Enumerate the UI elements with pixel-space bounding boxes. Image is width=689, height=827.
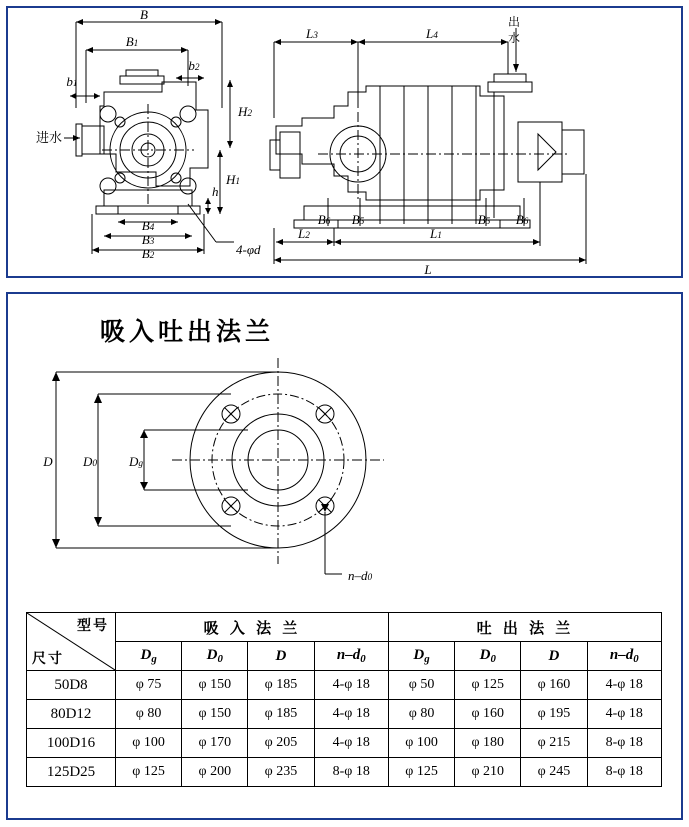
row-cell: φ 170 bbox=[182, 729, 248, 758]
hole-callout: n–d0 bbox=[348, 568, 373, 583]
row-model: 80D12 bbox=[27, 700, 116, 729]
row-cell: 4-φ 18 bbox=[314, 729, 388, 758]
table-subhdr-discharge-dg: $D_g$ bbox=[388, 642, 454, 671]
dim-label-B: B bbox=[140, 8, 148, 22]
dim-label-b1: b1 bbox=[66, 74, 78, 89]
row-cell: φ 180 bbox=[455, 729, 521, 758]
pump-outline-svg bbox=[8, 8, 681, 276]
row-cell: φ 150 bbox=[182, 700, 248, 729]
table-group-suction: 吸 入 法 兰 bbox=[116, 613, 389, 642]
outlet-label-line2: 水 bbox=[508, 31, 521, 45]
table-row bbox=[27, 729, 662, 758]
row-cell: φ 245 bbox=[521, 758, 587, 787]
table-header-row-2 bbox=[27, 642, 662, 671]
table-subhdr-suction-d: D bbox=[248, 642, 314, 671]
table-subhdr-suction-d0: $D_0$ bbox=[182, 642, 248, 671]
table-subhdr-discharge-d0: $D_0$ bbox=[455, 642, 521, 671]
row-cell: φ 210 bbox=[455, 758, 521, 787]
table-row bbox=[27, 671, 662, 700]
flange-spec-table bbox=[26, 612, 662, 787]
row-cell: φ 125 bbox=[116, 758, 182, 787]
row-model: 125D25 bbox=[27, 758, 116, 787]
row-cell: φ 195 bbox=[521, 700, 587, 729]
outlet-label-line1: 出 bbox=[508, 15, 521, 29]
row-cell: 8-φ 18 bbox=[587, 729, 661, 758]
row-cell: φ 185 bbox=[248, 671, 314, 700]
dim-label-B4: B4 bbox=[141, 218, 155, 233]
row-cell: 8-φ 18 bbox=[587, 758, 661, 787]
dim-label-L: L bbox=[424, 262, 432, 276]
dim-label-B5-right: B5 bbox=[477, 212, 491, 227]
dim-label-H2: H2 bbox=[238, 104, 253, 119]
dim-label-L4: L4 bbox=[426, 26, 438, 41]
corner-label-model: 型号 bbox=[77, 618, 109, 634]
row-cell: 4-φ 18 bbox=[314, 671, 388, 700]
dim-label-D: D bbox=[43, 454, 53, 469]
dim-label-B5-left: B5 bbox=[351, 212, 365, 227]
dim-label-B3: B3 bbox=[141, 232, 155, 247]
dim-label-L2: L2 bbox=[298, 226, 310, 241]
row-cell: φ 100 bbox=[388, 729, 454, 758]
dim-label-H1: H1 bbox=[226, 172, 241, 187]
row-model: 50D8 bbox=[27, 671, 116, 700]
table-group-discharge: 吐 出 法 兰 bbox=[388, 613, 661, 642]
dim-label-L3: L3 bbox=[306, 26, 318, 41]
row-cell: φ 75 bbox=[116, 671, 182, 700]
table-subhdr-suction-nd0: $n-d_0$ bbox=[314, 642, 388, 671]
row-cell: φ 185 bbox=[248, 700, 314, 729]
pump-outline-panel bbox=[6, 6, 683, 278]
table-subhdr-discharge-nd0: $n-d_0$ bbox=[587, 642, 661, 671]
row-cell: φ 80 bbox=[388, 700, 454, 729]
row-cell: 4-φ 18 bbox=[587, 671, 661, 700]
row-cell: φ 160 bbox=[455, 700, 521, 729]
bolt-note: 4-φd bbox=[236, 242, 261, 257]
row-cell: φ 205 bbox=[248, 729, 314, 758]
table-subhdr-discharge-d: D bbox=[521, 642, 587, 671]
dim-label-B1: B1 bbox=[125, 34, 139, 49]
row-cell: φ 50 bbox=[388, 671, 454, 700]
inlet-label: 进水 bbox=[36, 131, 63, 146]
row-cell: φ 200 bbox=[182, 758, 248, 787]
row-cell: φ 150 bbox=[182, 671, 248, 700]
row-cell: φ 215 bbox=[521, 729, 587, 758]
dim-label-Dg: Dg bbox=[128, 454, 144, 469]
dim-label-B2: B2 bbox=[141, 246, 155, 261]
dim-label-b2: b2 bbox=[188, 58, 200, 73]
dim-label-D0: D0 bbox=[82, 454, 98, 469]
dim-label-h: h bbox=[212, 184, 219, 199]
row-cell: φ 125 bbox=[455, 671, 521, 700]
row-model: 100D16 bbox=[27, 729, 116, 758]
row-cell: 8-φ 18 bbox=[314, 758, 388, 787]
flange-title: 吸入吐出法兰 bbox=[100, 317, 275, 346]
row-cell: 4-φ 18 bbox=[314, 700, 388, 729]
row-cell: φ 80 bbox=[116, 700, 182, 729]
table-row bbox=[27, 758, 662, 787]
table-row bbox=[27, 700, 662, 729]
row-cell: φ 100 bbox=[116, 729, 182, 758]
dim-label-B6-right: B6 bbox=[515, 212, 529, 227]
corner-label-size: 尺寸 bbox=[32, 651, 64, 667]
dim-label-L1: L1 bbox=[430, 226, 442, 241]
table-header-row-1 bbox=[27, 613, 662, 642]
dim-label-B6-left: B6 bbox=[317, 212, 331, 227]
row-cell: φ 235 bbox=[248, 758, 314, 787]
flange-drawing-svg bbox=[26, 352, 456, 602]
table-subhdr-suction-dg: $D_g$ bbox=[116, 642, 182, 671]
table-corner-cell bbox=[27, 613, 116, 671]
row-cell: φ 125 bbox=[388, 758, 454, 787]
row-cell: φ 160 bbox=[521, 671, 587, 700]
row-cell: 4-φ 18 bbox=[587, 700, 661, 729]
